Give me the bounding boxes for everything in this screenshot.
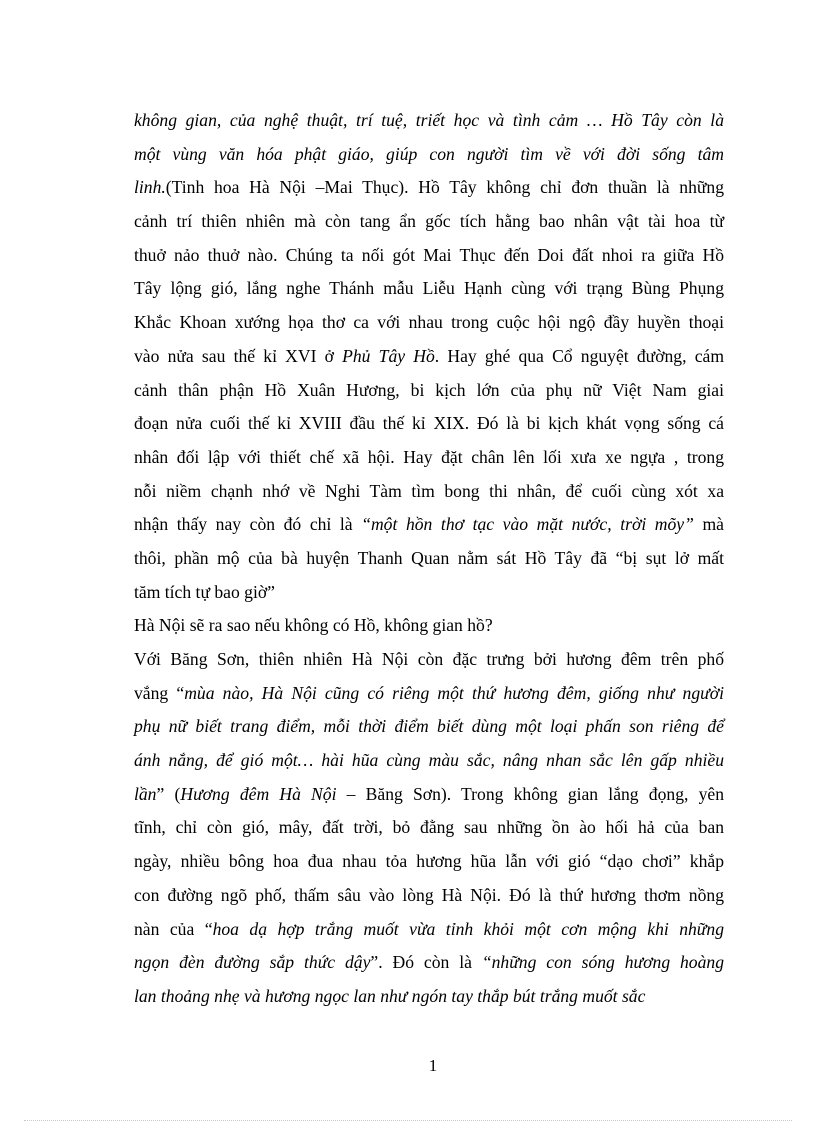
italic-text-run: phụ nữ biết trang điểm, mỗi thời điểm biết dùng một loại phấn son riêng để xyxy=(134,716,724,737)
text-line xyxy=(134,104,724,138)
text-run: thôi, phần mộ của bà huyện Thanh Quan nằm sát Hồ Tây đã “bị sụt lở mất xyxy=(134,547,724,568)
text-run: nàn của “ xyxy=(134,918,213,939)
text-run: đoạn nửa cuối thế kỉ XVIII đầu thế kỉ XIX. Đó là bi kịch khát vọng sống cá xyxy=(134,413,724,434)
text-run: cảnh thân phận Hồ Xuân Hương, bi kịch lớn của phụ nữ Việt Nam giai xyxy=(134,379,724,400)
text-run: thuở nảo thuở nào. Chúng ta nối gót Mai Thục đến Doi đất nhoi ra giữa Hồ xyxy=(134,244,724,265)
text-line xyxy=(134,643,724,677)
text-line xyxy=(134,879,724,913)
text-run: (Tinh hoa Hà Nội –Mai Thục). Hồ Tây không chỉ đơn thuần là những xyxy=(165,177,724,198)
text-line xyxy=(134,239,724,273)
italic-text-run: hoa dạ hợp trắng muốt vừa tỉnh khỏi một cơn mộng khi những xyxy=(212,918,724,939)
text-line xyxy=(134,576,724,610)
text-run: ”. Đó còn là xyxy=(370,952,482,973)
text-run: ” ( xyxy=(156,783,181,804)
text-run: Với Băng Sơn, thiên nhiên Hà Nội còn đặc trưng bởi hương đêm trên phố xyxy=(134,649,724,669)
text-run: . Hay ghé qua Cổ nguyệt đường, cám xyxy=(434,345,725,366)
text-line xyxy=(134,946,724,980)
text-run: nhận thấy nay còn đó chỉ là xyxy=(134,514,362,535)
text-run: vắng “ xyxy=(134,682,185,703)
italic-text-run: ánh nắng, để gió một… hài hũa cùng màu sắc, nâng nhan sắc lên gấp nhiều xyxy=(134,750,724,771)
text-run: Hà Nội sẽ ra sao nếu không có Hồ, không gian hồ? xyxy=(134,615,493,636)
text-line xyxy=(134,508,724,542)
text-run: ngày, nhiều bông hoa đua nhau tỏa hương hũa lẫn với gió “dạo chơi” khắp xyxy=(134,851,724,872)
italic-text-run: mùa nào, Hà Nội cũng có riêng một thứ hương đêm, giống như người xyxy=(184,682,724,703)
page-number: 1 xyxy=(428,1056,438,1075)
text-run: nỗi niềm chạnh nhớ về Nghi Tàm tìm bong thi nhân, để cuối cùng xót xa xyxy=(134,480,724,501)
text-line xyxy=(134,138,724,172)
italic-text-run: Hương đêm Hà Nội xyxy=(180,783,337,804)
text-line xyxy=(134,744,724,778)
text-line xyxy=(134,980,724,1014)
body-text xyxy=(134,104,724,1014)
text-line xyxy=(134,811,724,845)
text-run: mà xyxy=(693,514,724,535)
text-line xyxy=(134,475,724,509)
text-line xyxy=(134,441,724,475)
text-line xyxy=(134,374,724,408)
italic-text-run: một vùng văn hóa phật giáo, giúp con người tìm về với đời sống tâm xyxy=(134,143,724,164)
text-run: con đường ngõ phố, thấm sâu vào lòng Hà Nội. Đó là thứ hương thơm nồng xyxy=(134,884,724,905)
italic-text-run: không gian, của nghệ thuật, trí tuệ, triết học và tình cảm … Hồ Tây còn là xyxy=(134,110,724,130)
italic-text-run: ngọn đèn đường sắp thức dậy xyxy=(134,952,371,973)
text-line xyxy=(134,845,724,879)
text-line xyxy=(134,407,724,441)
text-line xyxy=(134,609,724,643)
text-line xyxy=(134,913,724,947)
text-line xyxy=(134,542,724,576)
italic-text-run: linh. xyxy=(134,177,166,198)
text-line xyxy=(134,306,724,340)
text-line xyxy=(134,205,724,239)
text-run: – Băng Sơn). Trong không gian lắng đọng, yên xyxy=(336,783,724,804)
text-line xyxy=(134,272,724,306)
page-border xyxy=(24,1120,792,1121)
text-line xyxy=(134,778,724,812)
text-line xyxy=(134,677,724,711)
text-run: Tây lộng gió, lắng nghe Thánh mẫu Liễu Hạnh cùng với trạng Bùng Phụng xyxy=(134,278,724,299)
italic-text-run: lần xyxy=(134,783,157,804)
text-run: cảnh trí thiên nhiên mà còn tang ẩn gốc tích hằng bao nhân vật tài hoa từ xyxy=(134,211,724,232)
italic-text-run: “một hồn thơ tạc vào mặt nước, trời mõy” xyxy=(361,514,694,535)
text-run: tăm tích tự bao giờ” xyxy=(134,581,275,602)
italic-text-run: “những con sóng hương hoàng xyxy=(481,952,724,973)
text-line xyxy=(134,710,724,744)
italic-text-run: lan thoảng nhẹ và hương ngọc lan như ngón tay thắp bút trắng muốt sắc xyxy=(134,985,646,1006)
text-line xyxy=(134,340,724,374)
text-line xyxy=(134,171,724,205)
italic-text-run: Phủ Tây Hồ xyxy=(342,345,435,366)
text-run: Khắc Khoan xướng họa thơ ca với nhau trong cuộc hội ngộ đầy huyền thoại xyxy=(134,312,724,333)
text-run: nhân đối lập với thiết chế xã hội. Hay đặt chân lên lối xưa xe ngựa , trong xyxy=(134,446,724,467)
text-run: vào nửa sau thế kỉ XVI ở xyxy=(134,345,343,366)
text-run: tĩnh, chỉ còn gió, mây, đất trời, bỏ đằng sau những ồn ào hối hả của ban xyxy=(134,817,724,838)
